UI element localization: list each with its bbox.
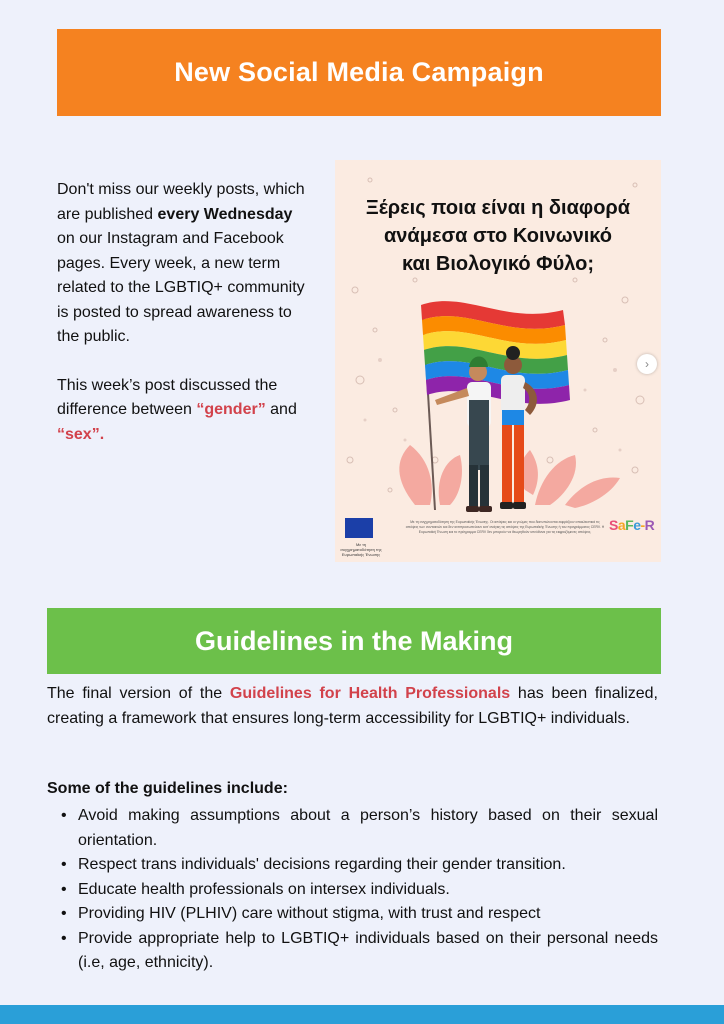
guidelines-subheading: Some of the guidelines include: xyxy=(47,780,288,797)
footer-bar xyxy=(0,1005,724,1024)
term-gender: “gender” xyxy=(196,401,266,418)
guidelines-title-highlight: Guidelines for Health Professionals xyxy=(229,685,511,702)
intro-text-2: This week’s post discussed the difference between xyxy=(57,376,278,418)
social-campaign-banner xyxy=(57,29,661,116)
list-item: • Avoid making assumptions about a person’s history based on their sexual orientation. xyxy=(47,804,658,853)
guidelines-text-cont: has been finalized, creating a framework that ensures long-term accessibility for LGBTIQ+ individuals. xyxy=(47,685,659,727)
list-item: • Providing HIV (PLHIV) care without stigma, with trust and respect xyxy=(47,902,658,927)
guidelines-list xyxy=(47,804,658,976)
chevron-right-icon: › xyxy=(645,357,649,371)
carousel-next-button[interactable] xyxy=(637,354,657,374)
guidelines-paragraph xyxy=(47,682,658,731)
intro-paragraph-1 xyxy=(57,178,307,350)
eu-flag-icon xyxy=(345,518,373,538)
term-sex: “sex”. xyxy=(57,425,105,443)
eu-disclaimer-text: Με τη συγχρηματοδότηση της Ευρωπαϊκής Ένωσης. Οι απόψεις και οι γνώμες που διατυπώνονται εκφράζουν αποκλειστικά τις απόψεις των συντακτών και δεν αντιπροσωπεύουν κατ’ ανάγκη τις απόψεις της Ευρωπαϊκής Ένωσης ή του προγράμματος CERV. Η Ευρωπαϊκή Ένωση και το πρόγραμμα CERV δεν μπορούν να θεωρηθούν υπεύθυνα για τις εκφραζόμενες απόψεις. xyxy=(405,520,605,534)
list-item: • Provide appropriate help to LGBTIQ+ individuals based on their personal needs (i.e, age, ethnicity). xyxy=(47,927,658,976)
post-title-line-3: και Βιολογικό Φύλο; xyxy=(402,253,594,275)
post-title-line-2: ανάμεσα στο Κοινωνικό xyxy=(384,225,612,247)
guidelines-heading: Guidelines in the Making xyxy=(194,625,514,656)
eu-cofunded-caption: Με τη συγχρηματοδότηση της Ευρωπαϊκής Ένωσης xyxy=(340,542,382,557)
safer-logo: SaFe-R xyxy=(609,517,655,533)
intro-and: and xyxy=(265,401,297,418)
social-campaign-heading: New Social Media Campaign xyxy=(174,57,544,87)
instagram-post-image xyxy=(335,160,661,562)
intro-text: Don't miss our weekly posts, which are published xyxy=(57,181,305,223)
intro-day-highlight: every Wednesday xyxy=(157,205,293,223)
post-greek-title xyxy=(335,194,661,278)
guidelines-text: The final version of the xyxy=(47,685,230,702)
post-title-line-1: Ξέρεις ποια είναι η διαφορά xyxy=(365,197,631,219)
campaign-intro xyxy=(57,178,307,447)
rainbow-flag xyxy=(421,301,570,404)
list-item: • Educate health professionals on intersex individuals. xyxy=(47,878,658,903)
list-item: • Respect trans individuals' decisions regarding their gender transition. xyxy=(47,853,658,878)
intro-paragraph-2 xyxy=(57,374,307,448)
guidelines-banner xyxy=(47,608,661,674)
intro-text-cont: on our Instagram and Facebook pages. Every week, a new term related to the LGBTIQ+ community is posted to spread awareness to the public. xyxy=(57,230,305,345)
